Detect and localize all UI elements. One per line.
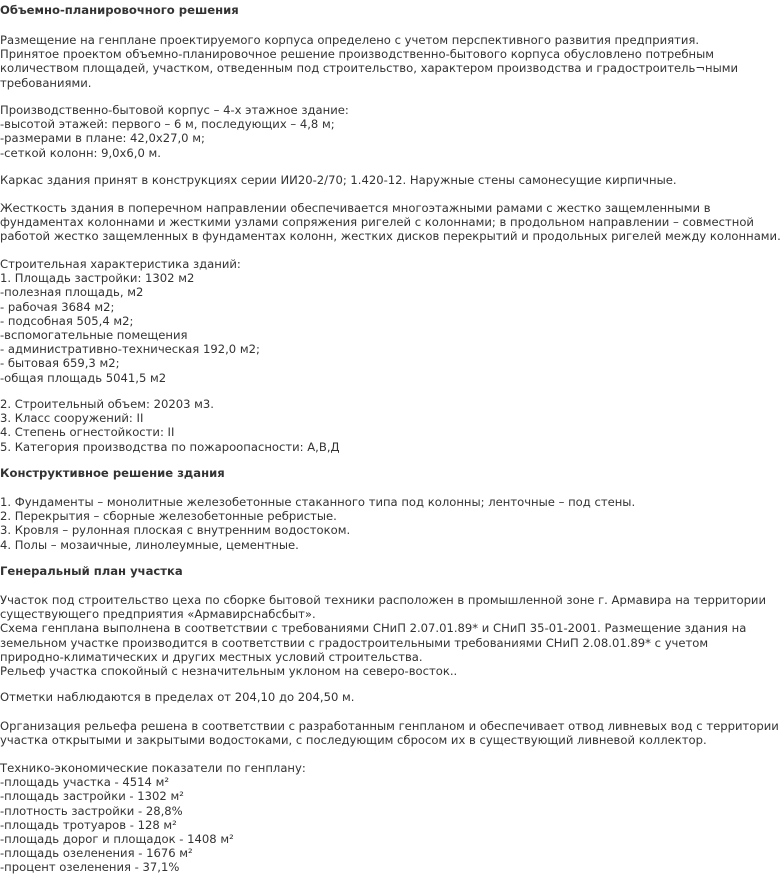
text-line: требованиями. <box>0 75 92 90</box>
text-line: 4. Полы – мозаичные, линолеумные, цементные. <box>0 537 299 552</box>
text-line: работой жестко защемленных в фундаментах колонн, жестких дисков перекрытий и продольных ригелей между колоннами. <box>0 229 781 244</box>
text-line: 1. Площадь застройки: 1302 м2 <box>0 271 195 286</box>
paragraph <box>0 201 781 244</box>
text-line: существующего предприятия «Армавирснабсбыт». <box>0 607 316 622</box>
section-heading: Генеральный план участка <box>0 564 183 578</box>
text-line: Каркас здания принят в конструкциях серии ИИ20-2/70; 1.420-12. Наружные стены самонесущие кирпичные. <box>0 173 677 187</box>
text-line: 4. Степень огнестойкости: II <box>0 425 175 440</box>
paragraph <box>0 173 700 187</box>
text-line: Производственно-бытовой корпус – 4-х этажное здание: <box>0 103 349 117</box>
text-line: - бытовая 659,3 м2; <box>0 356 120 371</box>
text-line: Жесткость здания в поперечном направлении обеспечивается многоэтажными рамами с жестко защемленными в <box>0 201 711 215</box>
text-line: -размерами в плане: 42,0x27,0 м; <box>0 131 205 146</box>
text-line: -площадь тротуаров - 128 м² <box>0 817 177 832</box>
text-line: -процент озеленения - 37,1% <box>0 860 180 875</box>
text-line: Отметки наблюдаются в пределах от 204,10 до 204,50 м. <box>0 690 355 704</box>
paragraph <box>0 33 739 90</box>
text-line: Принятое проектом объемно-планировочное решение производственно-бытового корпуса обусловлено потребным <box>0 47 715 62</box>
text-line: количеством площадей, участком, отведенным под строительство, характером производства и градостроитель¬ными <box>0 61 739 76</box>
text-line: земельном участке производится в соответствии с градостроительными требованиями СНиП 2.08.01.89* с учетом <box>0 635 709 650</box>
paragraph <box>0 593 766 679</box>
text-line: - административно-техническая 192,0 м2; <box>0 342 260 357</box>
paragraph <box>0 761 700 875</box>
text-line: -площадь дорог и площадок - 1408 м² <box>0 832 234 847</box>
text-line: Размещение на генплане проектируемого корпуса определено с учетом перспективного развития предприятия. <box>0 33 700 47</box>
text-line: -высотой этажей: первого – 6 м, последующих – 4,8 м; <box>0 117 335 132</box>
section-heading: Конструктивное решение здания <box>0 466 225 480</box>
text-line: -площадь озеленения - 1676 м² <box>0 846 193 861</box>
text-line: 3. Кровля – рулонная плоская с внутренним водостоком. <box>0 523 351 538</box>
text-line: 5. Категория производства по пожароопасности: А,В,Д <box>0 439 340 454</box>
paragraph <box>0 495 700 552</box>
text-line: природно-климатических и других местных условий строительства. <box>0 649 423 664</box>
text-line: -плотность застройки - 28,8% <box>0 803 183 818</box>
text-line: 2. Строительный объем: 20203 м3. <box>0 397 214 411</box>
text-line: -площадь застройки - 1302 м² <box>0 789 184 804</box>
text-line: -общая площадь 5041,5 м2 <box>0 370 167 385</box>
text-line: -вспомогательные помещения <box>0 328 188 343</box>
paragraph <box>0 690 700 704</box>
text-line: Технико-экономические показатели по генплану: <box>0 761 306 775</box>
paragraph <box>0 257 700 385</box>
text-line: 3. Класс сооружений: II <box>0 411 144 426</box>
paragraph <box>0 397 700 454</box>
paragraph <box>0 103 700 160</box>
text-line: участка открытыми и закрытыми водостоками, с последующим сбросом их в существующий ливневой коллектор. <box>0 733 707 748</box>
text-line: - рабочая 3684 м2; <box>0 299 115 314</box>
text-line: Схема генплана выполнена в соответствии с требованиями СНиП 2.07.01.89* и СНиП 35-01-2001. Размещение здания на <box>0 621 747 636</box>
text-line: -полезная площадь, м2 <box>0 285 144 300</box>
text-line: Участок под строительство цеха по сборке бытовой техники расположен в промышленной зоне г. Армавира на территории <box>0 593 766 607</box>
text-line: -площадь участка - 4514 м² <box>0 775 170 790</box>
paragraph <box>0 719 779 748</box>
text-line: - подсобная 505,4 м2; <box>0 313 134 328</box>
section-heading: Объемно-планировочного решения <box>0 3 239 17</box>
text-line: Строительная характеристика зданий: <box>0 257 241 271</box>
text-line: фундаментах колоннами и жесткими узлами сопряжения ригелей с колоннами; в продольном направлении – совместной <box>0 215 754 230</box>
text-line: 2. Перекрытия – сборные железобетонные ребристые. <box>0 509 337 524</box>
text-line: -сеткой колонн: 9,0x6,0 м. <box>0 145 161 160</box>
text-line: Организация рельефа решена в соответствии с разработанным генпланом и обеспечивает отвод ливневых вод с территории <box>0 719 779 733</box>
text-line: Рельеф участка спокойный с незначительным уклоном на северо-восток.. <box>0 664 458 679</box>
text-line: 1. Фундаменты – монолитные железобетонные стаканного типа под колонны; ленточные – под стены. <box>0 495 636 509</box>
